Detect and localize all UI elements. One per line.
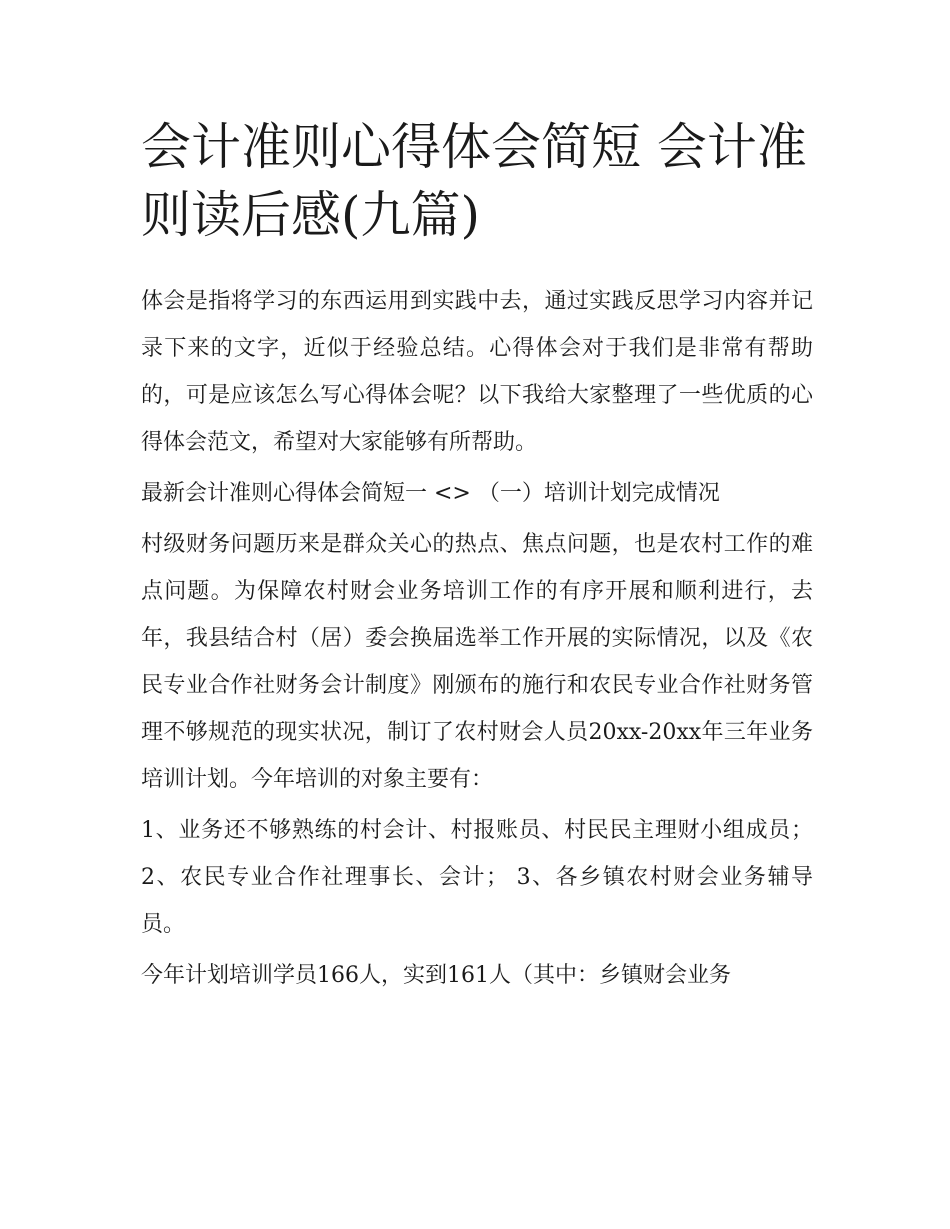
- document-body: [141, 278, 813, 1003]
- list-paragraph: 1、业务还不够熟练的村会计、村报账员、村民民主理财小组成员； 2、农民专业合作社理事长、会计； 3、各乡镇农村财会业务辅导员。: [141, 818, 813, 937]
- section-heading: 最新会计准则心得体会简短一 <> （一）培训计划完成情况: [141, 481, 720, 506]
- intro-paragraph: 体会是指将学习的东西运用到实践中去，通过实践反思学习内容并记录下来的文字，近似于经验总结。心得体会对于我们是非常有帮助的，可是应该怎么写心得体会呢？以下我给大家整理了一些优质的心得体会范文，希望对大家能够有所帮助。: [141, 289, 813, 455]
- body-paragraph: 今年计划培训学员166人，实到161人（其中：乡镇财会业务: [141, 963, 731, 988]
- body-paragraph: 村级财务问题历来是群众关心的热点、焦点问题，也是农村工作的难点问题。为保障农村财会业务培训工作的有序开展和顺利进行，去年，我县结合村（居）委会换届选举工作开展的实际情况，以及《农民专业合作社财务会计制度》刚颁布的施行和农民专业合作社财务管理不够规范的现实状况，制订了农村财会人员20xx-20xx年三年业务培训计划。今年培训的对象主要有：: [141, 532, 813, 792]
- document-title: 会计准则心得体会简短 会计准则读后感(九篇): [141, 118, 807, 244]
